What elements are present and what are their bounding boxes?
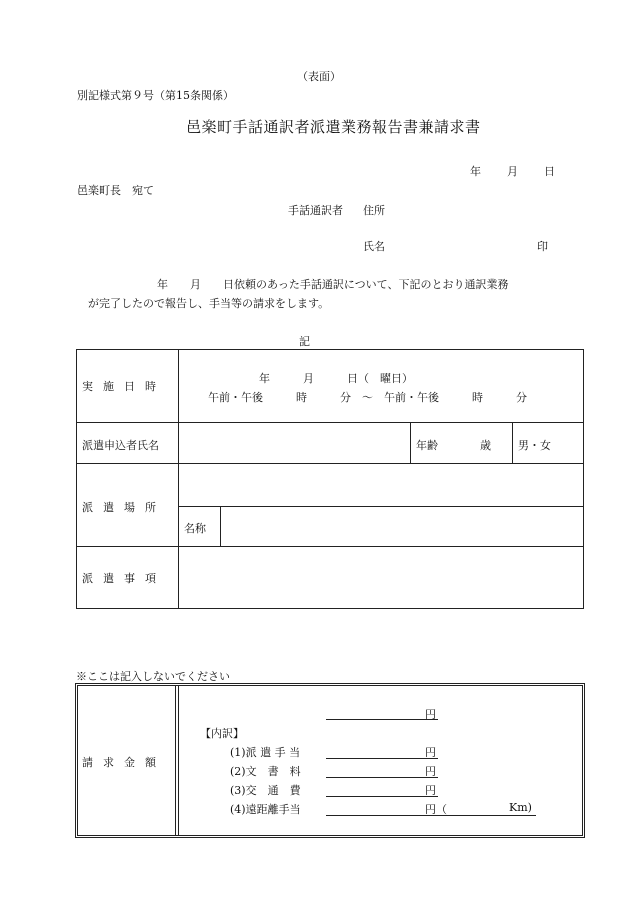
applicant-label: 派遣申込者氏名: [82, 439, 159, 452]
interpreter-label: 手話通訳者: [288, 204, 343, 217]
table-divider: [410, 422, 411, 463]
breakdown-label: 【内訳】: [200, 727, 244, 740]
table-divider: [512, 422, 513, 463]
age-label: 年齢: [416, 439, 438, 452]
date-year: 年: [470, 165, 481, 178]
table-rule: [76, 546, 584, 547]
table-rule: [76, 422, 584, 423]
total-amount-line: [326, 719, 438, 720]
date-month: 月: [507, 165, 518, 178]
date-day: 日: [544, 165, 555, 178]
recipient: 邑楽町長 宛て: [77, 184, 154, 197]
form-reference: 別記様式第９号（第15条関係）: [77, 89, 234, 102]
item-amount-line: [326, 758, 438, 759]
address-label: 住所: [363, 204, 385, 217]
table-divider: [178, 349, 179, 609]
table-rule: [76, 463, 584, 464]
time-entry-line: 午前・午後 時 分 ～ 午前・午後 時 分: [208, 391, 527, 404]
item-unit: 円（: [425, 803, 447, 816]
item-label: (3)交 通 費: [230, 784, 301, 797]
date-time-label: 実施日時: [82, 380, 166, 393]
item-label: (1)派 遣 手 当: [230, 746, 301, 759]
note-text: ※ここは記入しないでください: [76, 670, 230, 683]
item-unit: 円: [425, 746, 436, 759]
billing-label: 請求金額: [82, 756, 166, 769]
item-label: (2)文 書 料: [230, 765, 301, 778]
age-unit: 歳: [480, 439, 491, 452]
date-entry-line: 年 月 日（ 曜日）: [259, 372, 413, 385]
total-unit: 円: [425, 708, 436, 721]
item-amount-line: [326, 796, 438, 797]
item-label: (4)遠距離手当: [230, 803, 301, 816]
ki-label: 記: [299, 335, 310, 348]
item-unit: 円: [425, 765, 436, 778]
place-label: 派遣場所: [82, 501, 166, 514]
page-title: 邑楽町手話通訳者派遣業務報告書兼請求書: [186, 118, 481, 136]
place-name-label: 名称: [184, 522, 206, 535]
body-text-line-1: 年 月 日依頼のあった手話通訳について、下記のとおり通訳業務: [157, 278, 509, 291]
item-unit: 円: [425, 784, 436, 797]
matter-label: 派遣事項: [82, 572, 166, 585]
seal-mark: 印: [537, 240, 548, 253]
side-label: （表面）: [297, 70, 341, 83]
body-text-line-2: が完了したので報告し、手当等の請求をします。: [88, 297, 330, 310]
table-rule: [178, 506, 584, 507]
item-extra: Km): [509, 801, 532, 814]
billing-divider: [175, 685, 176, 836]
table-divider: [220, 506, 221, 546]
gender-choice: 男・女: [518, 439, 551, 452]
item-amount-line: [326, 777, 438, 778]
name-label: 氏名: [363, 240, 385, 253]
billing-divider: [178, 685, 179, 836]
